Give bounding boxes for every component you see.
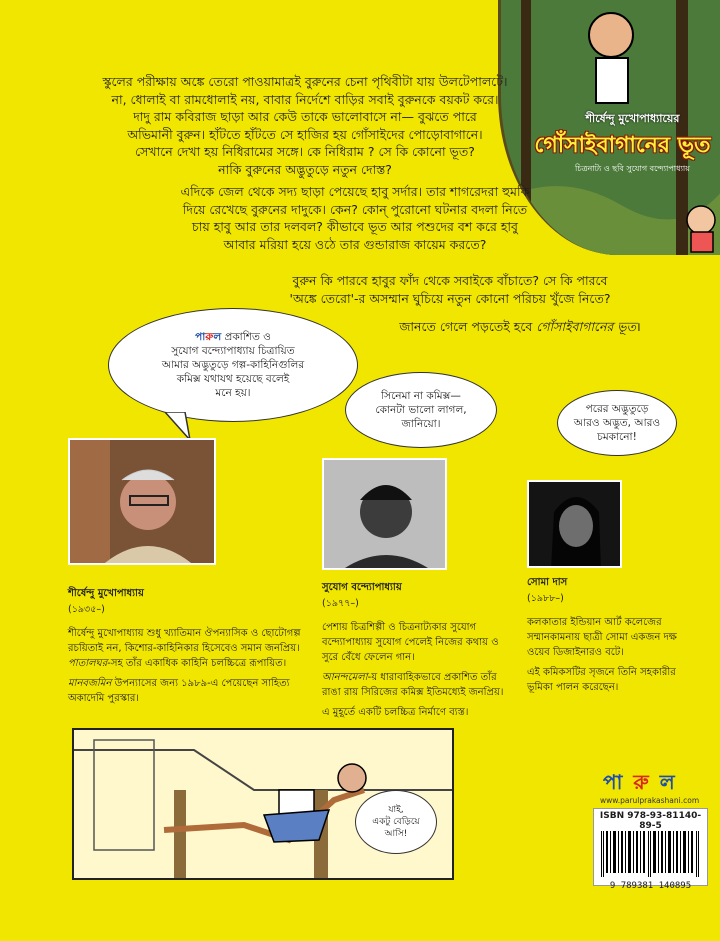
blurb-line: স্কুলের পরীক্ষায় অঙ্কে তেরো পাওয়ামাত্রই বুরুনের চেনা পৃথিবীটা যায় উলটেপালটে। [102, 74, 508, 89]
author-photo [68, 438, 216, 565]
blurb-line: দিয়ে রেখেছে বুরুনের দাদুকে। কেন? কোন্ পুরোনো ঘটনার বদলা নিতে [182, 201, 528, 217]
blurb-line: নাকি বুরুনের অদ্ভুতুড়ে নতুন দোস্ত? [218, 161, 392, 177]
blurb-paragraph-3 [200, 272, 700, 307]
bubble-text: মনে হয়। [215, 387, 251, 399]
bio-text: এই কমিকসটির সৃজনে তিনি সহকারীর ভূমিকা পালন করেছেন। [527, 667, 676, 693]
bubble-text: আরও অদ্ভুত, আরও [573, 417, 661, 429]
barcode-icon [599, 831, 704, 877]
blurb-line: দাদু রাম কবিরাজ ছাড়া আর কেউ তাকে ভালোবাসে না— বুঝতে পারে [133, 109, 477, 124]
bio-text: কলকাতার ইন্ডিয়ান আর্ট কলেজের সম্মানকামনায় ছাত্রী সোমা একজন দক্ষ ওয়েব ডিজাইনারও বটে। [527, 617, 677, 658]
bubble-text: জানিয়ো। [401, 418, 441, 430]
bio-text: পেশায় চিত্রশিল্পী ও চিত্রনাট্যকার সুযোগ বন্দ্যোপাধ্যায় সুযোগ পেলেই নিজের কথায় ও সুরে বেঁধে ফেলেন গান। [322, 622, 499, 663]
bubble-text: একটু বেড়িয়ে [372, 817, 420, 827]
bio-text: -য় ধারাবাহিকভাবে প্রকাশিত তাঁর রাঙা রায় সিরিজের কমিক্স ইতিমধ্যেই জনপ্রিয়। [322, 672, 504, 698]
bubble-text: আমার অদ্ভুতুড়ে গল্প-কাহিনিগুলির [161, 359, 305, 371]
person-name: শীর্ষেন্দু মুখোপাধ্যায় [68, 588, 144, 599]
book-title-emphasis: গোঁসাইবাগানের ভূত [536, 319, 636, 334]
person-years: (১৯৩৫–) [68, 604, 105, 615]
blurb-line: চায় হাবু আর তার দলবল? কীভাবে ভূত আর পশুদের বশ করে হাবু [192, 219, 518, 234]
person-author [68, 586, 313, 711]
speech-bubble-author [108, 308, 358, 422]
speech-bubble-comic [355, 790, 437, 854]
blurb-line: বুরুন কি পারবে হাবুর ফাঁদ থেকে সবাইকে বাঁচাতে? সে কি পারবে [292, 273, 608, 288]
bio-text: -সহ তাঁর একাধিক কাহিনি চলচ্চিত্রে রূপায়িত। [107, 658, 287, 669]
barcode-digits: 9 789381 140895 [609, 881, 692, 891]
brand-la: ল [213, 331, 222, 343]
bio-text: শীর্ষেন্দু মুখোপাধ্যায় শুধু খ্যাতিমান ঔপন্যাসিক ও ছোটোগল্প রচয়িতাই নন, কিশোর-কাহিনিকার হিসেবেও সমান জনপ্রিয়। [68, 628, 301, 654]
assistant-photo [527, 480, 622, 568]
publisher-url: www.parulprakashani.com [600, 796, 700, 805]
illustrator-photo [322, 458, 447, 570]
person-assistant [527, 575, 697, 700]
isbn-label: ISBN 978-93-81140-89-5 [599, 811, 702, 831]
cover-credit: চিত্রনাট্য ও ছবি সুযোগ বন্দ্যোপাধ্যায় [575, 164, 690, 173]
bubble-text: চমকানো! [597, 431, 637, 443]
person-name: সোমা দাস [527, 577, 568, 588]
logo-pa: পা [603, 770, 625, 794]
bio-italic: পাতালঘর [68, 658, 108, 669]
person-bio [527, 615, 697, 695]
isbn-barcode [593, 808, 708, 891]
speech-bubble-assistant [557, 390, 677, 456]
person-bio [68, 626, 313, 706]
brand-pa: পা [195, 331, 206, 343]
blurb-line: আবার মরিয়া হয়ে ওঠে তার গুন্ডারাজ কায়েম করতে? [223, 236, 487, 252]
blurb-text: । [635, 319, 641, 334]
person-illustrator [322, 580, 507, 725]
bubble-text: সিনেমা না কমিক্স— [381, 390, 461, 402]
bubble-text: প্রকাশিত ও [221, 331, 271, 343]
person-years: (১৯৭৭–) [322, 598, 359, 609]
person-name: সুযোগ বন্দ্যোপাধ্যায় [322, 582, 402, 593]
bio-italic: আনন্দমেলা [322, 672, 368, 683]
blurb-text: জানতে গেলে পড়তেই হবে [399, 319, 537, 334]
blurb-line: সেখানে দেখা হয় নিধিরামের সঙ্গে। কে নিধিরাম ? সে কি কোনো ভূত? [135, 144, 475, 159]
speech-bubble-illustrator [345, 372, 497, 448]
bubble-text: সুযোগ বন্দ্যোপাধ্যায় চিত্রায়িত [171, 345, 295, 357]
bio-text: উপন্যাসের জন্য ১৯৮৯-এ পেয়েছেন সাহিত্য অকাদেমি পুরস্কার। [68, 678, 290, 704]
person-bio [322, 620, 507, 720]
blurb-line: এদিকে জেল থেকে সদ্য ছাড়া পেয়েছে হাবু সর্দার। তার শাগরেদরা হুমকি [180, 184, 530, 199]
bubble-text: কোনটা ভালো লাগল, [375, 404, 467, 416]
blurb-paragraph-4 [340, 318, 700, 336]
bio-italic: মানবজমিন [68, 678, 112, 689]
blurb-line: 'অঙ্কে তেরো'-র অসম্মান ঘুচিয়ে নতুন কোনো পরিচয় খুঁজে নিতে? [289, 290, 611, 306]
person-years: (১৯৮৮–) [527, 593, 564, 604]
bubble-text: যাই, [388, 805, 404, 815]
bio-text: এ মুহূর্তে একটি চলচ্চিত্র নির্মাণে ব্যস্ত। [322, 707, 469, 718]
blurb-line: অভিমানী বুরুন। হাঁটতে হাঁটতে সে হাজির হয় গোঁসাইদের পোড়োবাগানে। [127, 126, 483, 142]
cover-author: শীর্ষেন্দু মুখোপাধ্যায়ের [585, 112, 680, 125]
blurb-paragraph-1 [70, 73, 540, 178]
bubble-text: পরের অদ্ভুতুড়ে [585, 403, 649, 415]
cover-title: গোঁসাইবাগানের ভূত [534, 133, 711, 158]
bubble-text: কমিক্স যথাযথ হয়েছে বলেই [176, 373, 290, 385]
blurb-line: না, ধোলাই বা রামধোলাই নয়, বাবার নির্দেশে বাড়ির সবাই বুরুনকে বয়কট করে। [111, 91, 499, 107]
logo-la: ল [659, 770, 677, 794]
bubble-text: আসি! [384, 829, 408, 839]
brand-ru: রু [205, 331, 214, 343]
logo-ru: রু [633, 770, 651, 794]
blurb-paragraph-2 [130, 183, 580, 253]
